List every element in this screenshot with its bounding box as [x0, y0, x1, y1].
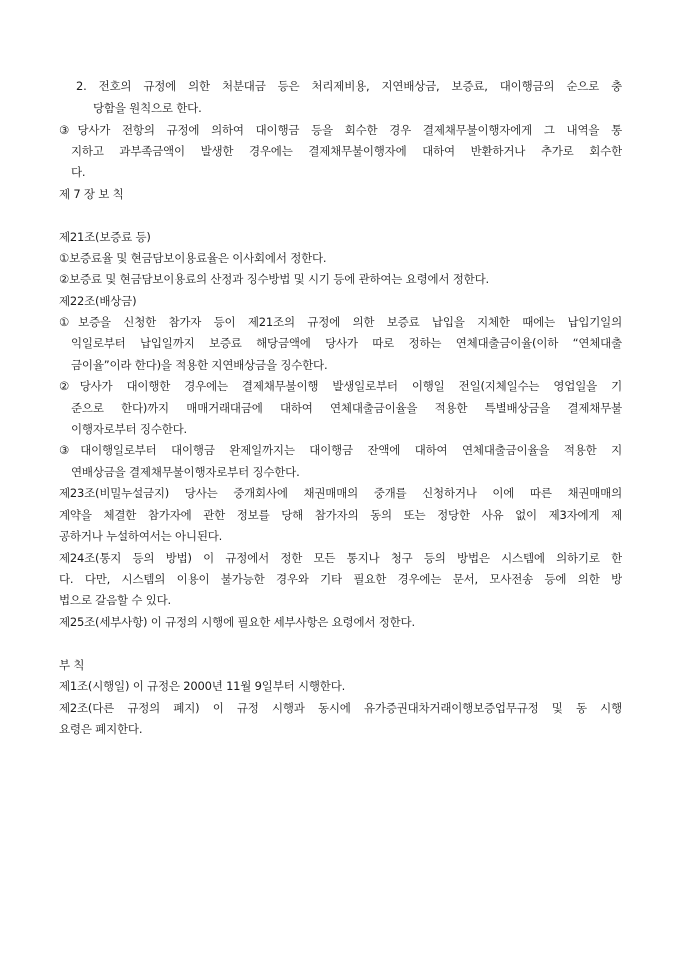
text-line: 제25조(세부사항) 이 규정의 시행에 필요한 세부사항은 요령에서 정한다.	[59, 615, 415, 629]
text-line: 법으로 갈음할 수 있다.	[59, 593, 172, 607]
text-line: ①보증료율 및 현금담보이용료율은 이사회에서 정한다.	[59, 251, 327, 265]
text-line: 지하고 과부족금액이 발생한 경우에는 결제채무불이행자에 대하여 반환하거나 추가로 회수한	[71, 144, 622, 158]
text-line: 제22조(배상금)	[59, 294, 137, 308]
text-line: 당함을 원칙으로 한다.	[93, 101, 202, 115]
text-line: 계약을 체결한 참가자에 관한 정보를 당해 참가자의 동의 또는 정당한 사유 없이 제3자에게 제	[59, 508, 622, 522]
text-line: ③대이행일로부터 대이행금 완제일까지는 대이행금 잔액에 대하여 연체대출금이율을 적용한 지	[59, 443, 622, 457]
text-line: 다.	[71, 165, 86, 179]
text-line: 부 칙	[59, 658, 85, 672]
text-line: 연배상금을 결제채무불이행자로부터 징수한다.	[71, 465, 300, 479]
text-line: 2. 전호의 규정에 의한 처분대금 등은 처리제비용, 지연배상금, 보증료, 대이행금의 순으로 충	[76, 79, 622, 93]
text-line: 금이율”이라 한다)을 적용한 지연배상금을 징수한다.	[71, 358, 328, 372]
text-line: 다. 다만, 시스템의 이용이 불가능한 경우와 기타 필요한 경우에는 문서, 모사전송 등에 의한 방	[59, 572, 622, 586]
text-line: 요령은 폐지한다.	[59, 722, 143, 736]
text-line: 익일로부터 납입일까지 보증료 해당금액에 당사가 따로 정하는 연체대출금이율(이하 “연체대출	[71, 336, 622, 350]
text-line: 제21조(보증료 등)	[59, 230, 151, 244]
text-line: 제24조(통지 등의 방법) 이 규정에서 정한 모든 통지나 청구 등의 방법은 시스템에 의하기로 한	[59, 551, 622, 565]
text-line: ②보증료 및 현금담보이용료의 산정과 징수방법 및 시기 등에 관하여는 요령에서 정한다.	[59, 272, 489, 286]
text-line: 공하거나 누설하여서는 아니된다.	[59, 529, 223, 543]
text-line: 준으로 한다)까지 매매거래대금에 대하여 연체대출금이율을 적용한 특별배상금을 결제채무불	[71, 401, 622, 415]
text-line: 제2조(다른 규정의 폐지) 이 규정 시행과 동시에 유가증권대차거래이행보증업무규정 및 동 시행	[59, 701, 622, 715]
text-line: ②당사가 대이행한 경우에는 결제채무불이행 발생일로부터 이행일 전일(지체일수는 영업일을 기	[59, 379, 622, 393]
text-line: 제23조(비밀누설금지) 당사는 중개회사에 채권매매의 중개를 신청하거나 이에 따른 채권매매의	[59, 486, 622, 500]
text-line: 제1조(시행일) 이 규정은 2000년 11월 9일부터 시행한다.	[59, 679, 346, 693]
text-line: 제 7 장 보 칙	[59, 187, 124, 201]
text-line: ③당사가 전항의 규정에 의하여 대이행금 등을 회수한 경우 결제채무불이행자에게 그 내역을 통	[59, 123, 622, 137]
text-line: 이행자로부터 징수한다.	[71, 422, 187, 436]
text-line: ①보증을 신청한 참가자 등이 제21조의 규정에 의한 보증료 납입을 지체한 때에는 납입기일의	[59, 315, 622, 329]
